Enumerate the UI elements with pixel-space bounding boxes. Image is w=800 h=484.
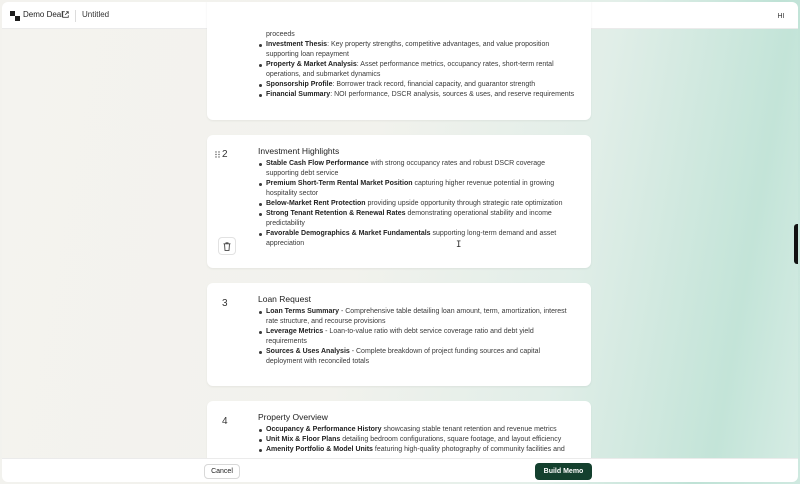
list-item: Amenity Portfolio & Model Units featuring high-quality photography of community facilities and: [258, 445, 576, 455]
section-title: Property Overview: [258, 412, 328, 422]
section-number: 4: [222, 416, 228, 427]
list-item: Strong Tenant Retention & Renewal Rates demonstrating operational stability and income predictability: [258, 209, 576, 229]
list-item: Occupancy & Performance History showcasing stable tenant retention and revenue metrics: [258, 425, 576, 435]
list-item: Leverage Metrics - Loan-to-value ratio with debt service coverage ratio and debt yield requirements: [258, 327, 576, 347]
section-items: [258, 307, 576, 367]
delete-section-button[interactable]: [218, 237, 236, 255]
section-card-1[interactable]: [207, 2, 591, 120]
section-items: [258, 425, 576, 455]
logo-icon[interactable]: [10, 11, 20, 21]
list-item: Sources & Uses Analysis - Complete breakdown of project funding sources and capital deployment with reconciled totals: [258, 347, 576, 367]
avatar[interactable]: HI: [777, 12, 785, 20]
header-divider: [75, 10, 76, 22]
app-frame: [2, 2, 798, 482]
section-number: 3: [222, 298, 228, 309]
section-number: 2: [222, 149, 228, 160]
section-items: [258, 159, 576, 249]
list-item: Financial Summary: NOI performance, DSCR analysis, sources & uses, and reserve requirements: [258, 90, 576, 100]
section-card-3[interactable]: [207, 283, 591, 386]
list-item: Stable Cash Flow Performance with strong occupancy rates and robust DSCR coverage supporting debt service: [258, 159, 576, 179]
section-title: Loan Request: [258, 294, 311, 304]
list-item: Investment Thesis: Key property strengths, competitive advantages, and value proposition supporting loan repayment: [258, 40, 576, 60]
list-item: Unit Mix & Floor Plans detailing bedroom configurations, square footage, and layout efficiency: [258, 435, 576, 445]
text-cursor-icon: I: [456, 240, 462, 250]
list-item: Below-Market Rent Protection providing upside opportunity through strategic rate optimization: [258, 199, 576, 209]
list-item: proceeds: [266, 31, 295, 38]
section-card-2[interactable]: [207, 135, 591, 268]
section-items: [258, 30, 576, 100]
footer-bar: [2, 458, 798, 482]
cancel-button[interactable]: Cancel: [204, 464, 240, 479]
list-item: Loan Terms Summary - Comprehensive table detailing loan amount, term, amortization, interest rate structure, and recourse provisions: [258, 307, 576, 327]
list-item: Property & Market Analysis: Asset performance metrics, occupancy rates, short-term rental operations, and submarket dynamics: [258, 60, 576, 80]
drag-handle-icon[interactable]: [215, 151, 220, 158]
build-memo-button[interactable]: Build Memo: [535, 463, 592, 480]
deal-name-link[interactable]: Demo Deal: [23, 10, 64, 19]
external-link-icon[interactable]: [62, 11, 69, 18]
trash-icon: [223, 242, 231, 251]
side-panel-tab[interactable]: [794, 224, 798, 264]
list-item: Sponsorship Profile: Borrower track record, financial capacity, and guarantor strength: [258, 80, 576, 90]
section-title: Investment Highlights: [258, 146, 340, 156]
list-item: Premium Short-Term Rental Market Position capturing higher revenue potential in growing hospitality sector: [258, 179, 576, 199]
document-title[interactable]: Untitled: [82, 10, 110, 19]
list-item: Favorable Demographics & Market Fundamentals supporting long-term demand and asset appreciation: [258, 229, 576, 249]
